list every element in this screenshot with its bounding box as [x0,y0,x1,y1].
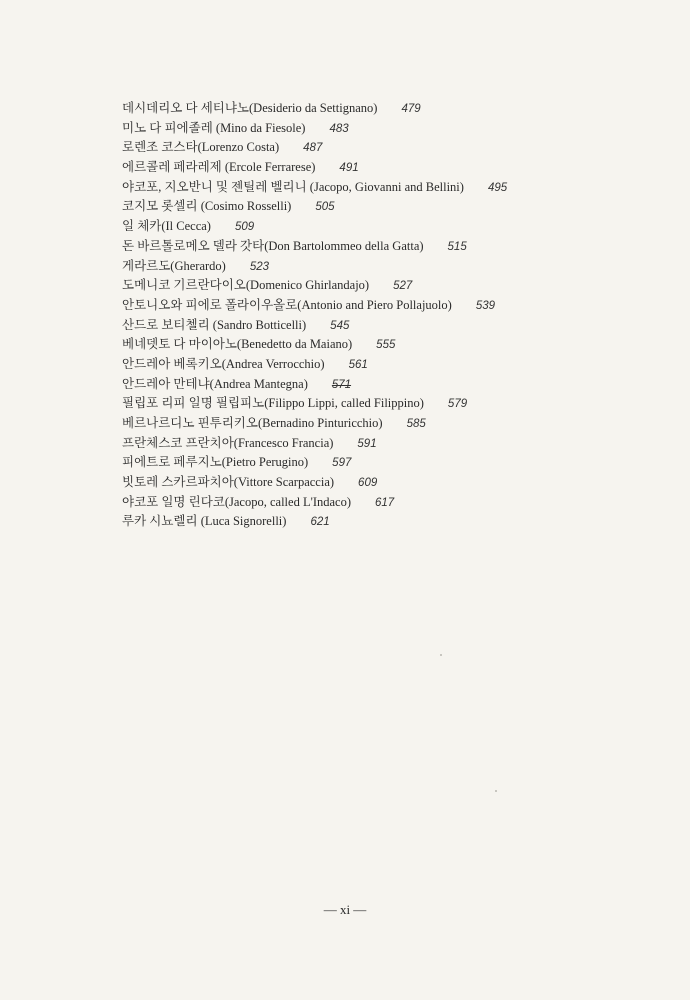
toc-entry-title: 데시데리오 다 세티냐노(Desiderio da Settignano) [122,101,378,115]
toc-entry-title: 게라르도(Gherardo) [122,258,226,273]
toc-entry [122,237,662,257]
toc-entry-title: 로렌조 코스타(Lorenzo Costa) [122,140,280,155]
toc-entry-page: 571 [331,378,352,391]
toc-entry-title: 도메니코 기르란다이오(Domenico Ghirlandajo) [122,278,370,293]
toc-entry-page: 515 [447,240,467,253]
toc-entry [122,512,662,532]
toc-entry-title: 빗토레 스카르파치아(Vittore Scarpaccia) [122,475,335,490]
toc-entry-page: 555 [376,339,396,352]
toc-entry [122,493,662,513]
toc-entry-title: 안토니오와 피에로 폴라이우올로(Antonio and Piero Pollajuolo) [122,297,452,312]
toc-entry [122,394,662,414]
toc-entry [122,355,662,375]
toc-entry [122,414,662,434]
toc-entry-page: 495 [487,181,508,194]
toc-entry-page: 561 [348,358,368,371]
toc-entry-page: 523 [249,260,270,273]
toc-entry-title: 필립포 리피 일명 필립피노(Filippo Lippi, called Filippino) [122,396,424,411]
toc-entry-title: 코지모 롯셀리 (Cosimo Rosselli) [122,199,292,214]
toc-entry [122,296,662,316]
toc-entry-page: 545 [330,319,350,332]
toc-entry-title: 베네뎃토 다 마이아노(Benedetto da Maiano) [122,337,353,352]
paper-speck [495,790,497,792]
toc-entry-page: 609 [358,477,378,490]
toc-entry-page: 487 [303,142,323,155]
toc-entry-title: 안드레아 베록키오(Andrea Verrocchio) [122,356,325,371]
toc-entry [122,453,662,473]
toc-entry-title: 루카 시뇨렐리 (Luca Signorelli) [122,514,287,529]
page-number-folio: — xi — [323,902,367,917]
toc-entry [122,276,662,296]
toc-entry-title: 돈 바르톨로메오 델라 갓타(Don Bartolommeo della Gatta) [122,238,424,253]
toc-entry-page: 509 [234,221,255,234]
toc-entry-page: 527 [393,280,413,293]
toc-entry [122,217,662,237]
toc-entry-title: 야코포 일명 린다코(Jacopo, called L'Indaco) [122,494,351,509]
toc-entry-title: 미노 다 피에졸레 (Mino da Fiesole) [122,120,306,135]
toc-entry [122,375,662,395]
toc-entry-title: 야코포, 지오반니 및 젠틸레 벨리니 (Jacopo, Giovanni and Bellini) [122,179,464,194]
table-of-contents [122,99,662,532]
toc-entry-title: 안드레아 만테냐(Andrea Mantegna) [122,376,308,391]
toc-entry-page: 479 [401,103,421,115]
toc-entry-page: 539 [475,299,495,312]
toc-entry-title: 산드로 보티첼리 (Sandro Botticelli) [122,317,307,332]
toc-entry-page: 483 [329,122,349,135]
toc-entry [122,434,662,454]
toc-entry [122,316,662,336]
toc-entry [122,119,662,139]
toc-entry [122,473,662,493]
toc-entry-title: 베르나르디노 핀투리키오(Bernadino Pinturicchio) [122,416,383,430]
toc-entry-page: 597 [332,457,352,470]
toc-entry [122,335,662,355]
paper-speck [440,654,442,656]
toc-entry-page: 491 [339,162,359,175]
toc-entry [122,138,662,158]
toc-entry-page: 505 [315,201,335,214]
toc-entry-page: 585 [406,418,426,430]
toc-entry-page: 617 [375,496,395,509]
toc-entry-page: 591 [357,437,377,450]
toc-entry-page: 579 [447,398,468,411]
toc-entry [122,158,662,178]
toc-entry [122,178,662,198]
toc-entry-title: 일 체카(Il Cecca) [122,219,211,234]
toc-entry-title: 에르콜레 페라레제 (Ercole Ferrarese) [122,160,316,175]
toc-entry [122,99,662,119]
toc-entry-page: 621 [310,516,330,529]
toc-entry [122,257,662,277]
toc-entry-title: 피에트로 페루지노(Pietro Perugino) [122,455,309,470]
toc-entry-title: 프란체스코 프란치아(Francesco Francia) [122,435,334,450]
toc-entry [122,197,662,217]
